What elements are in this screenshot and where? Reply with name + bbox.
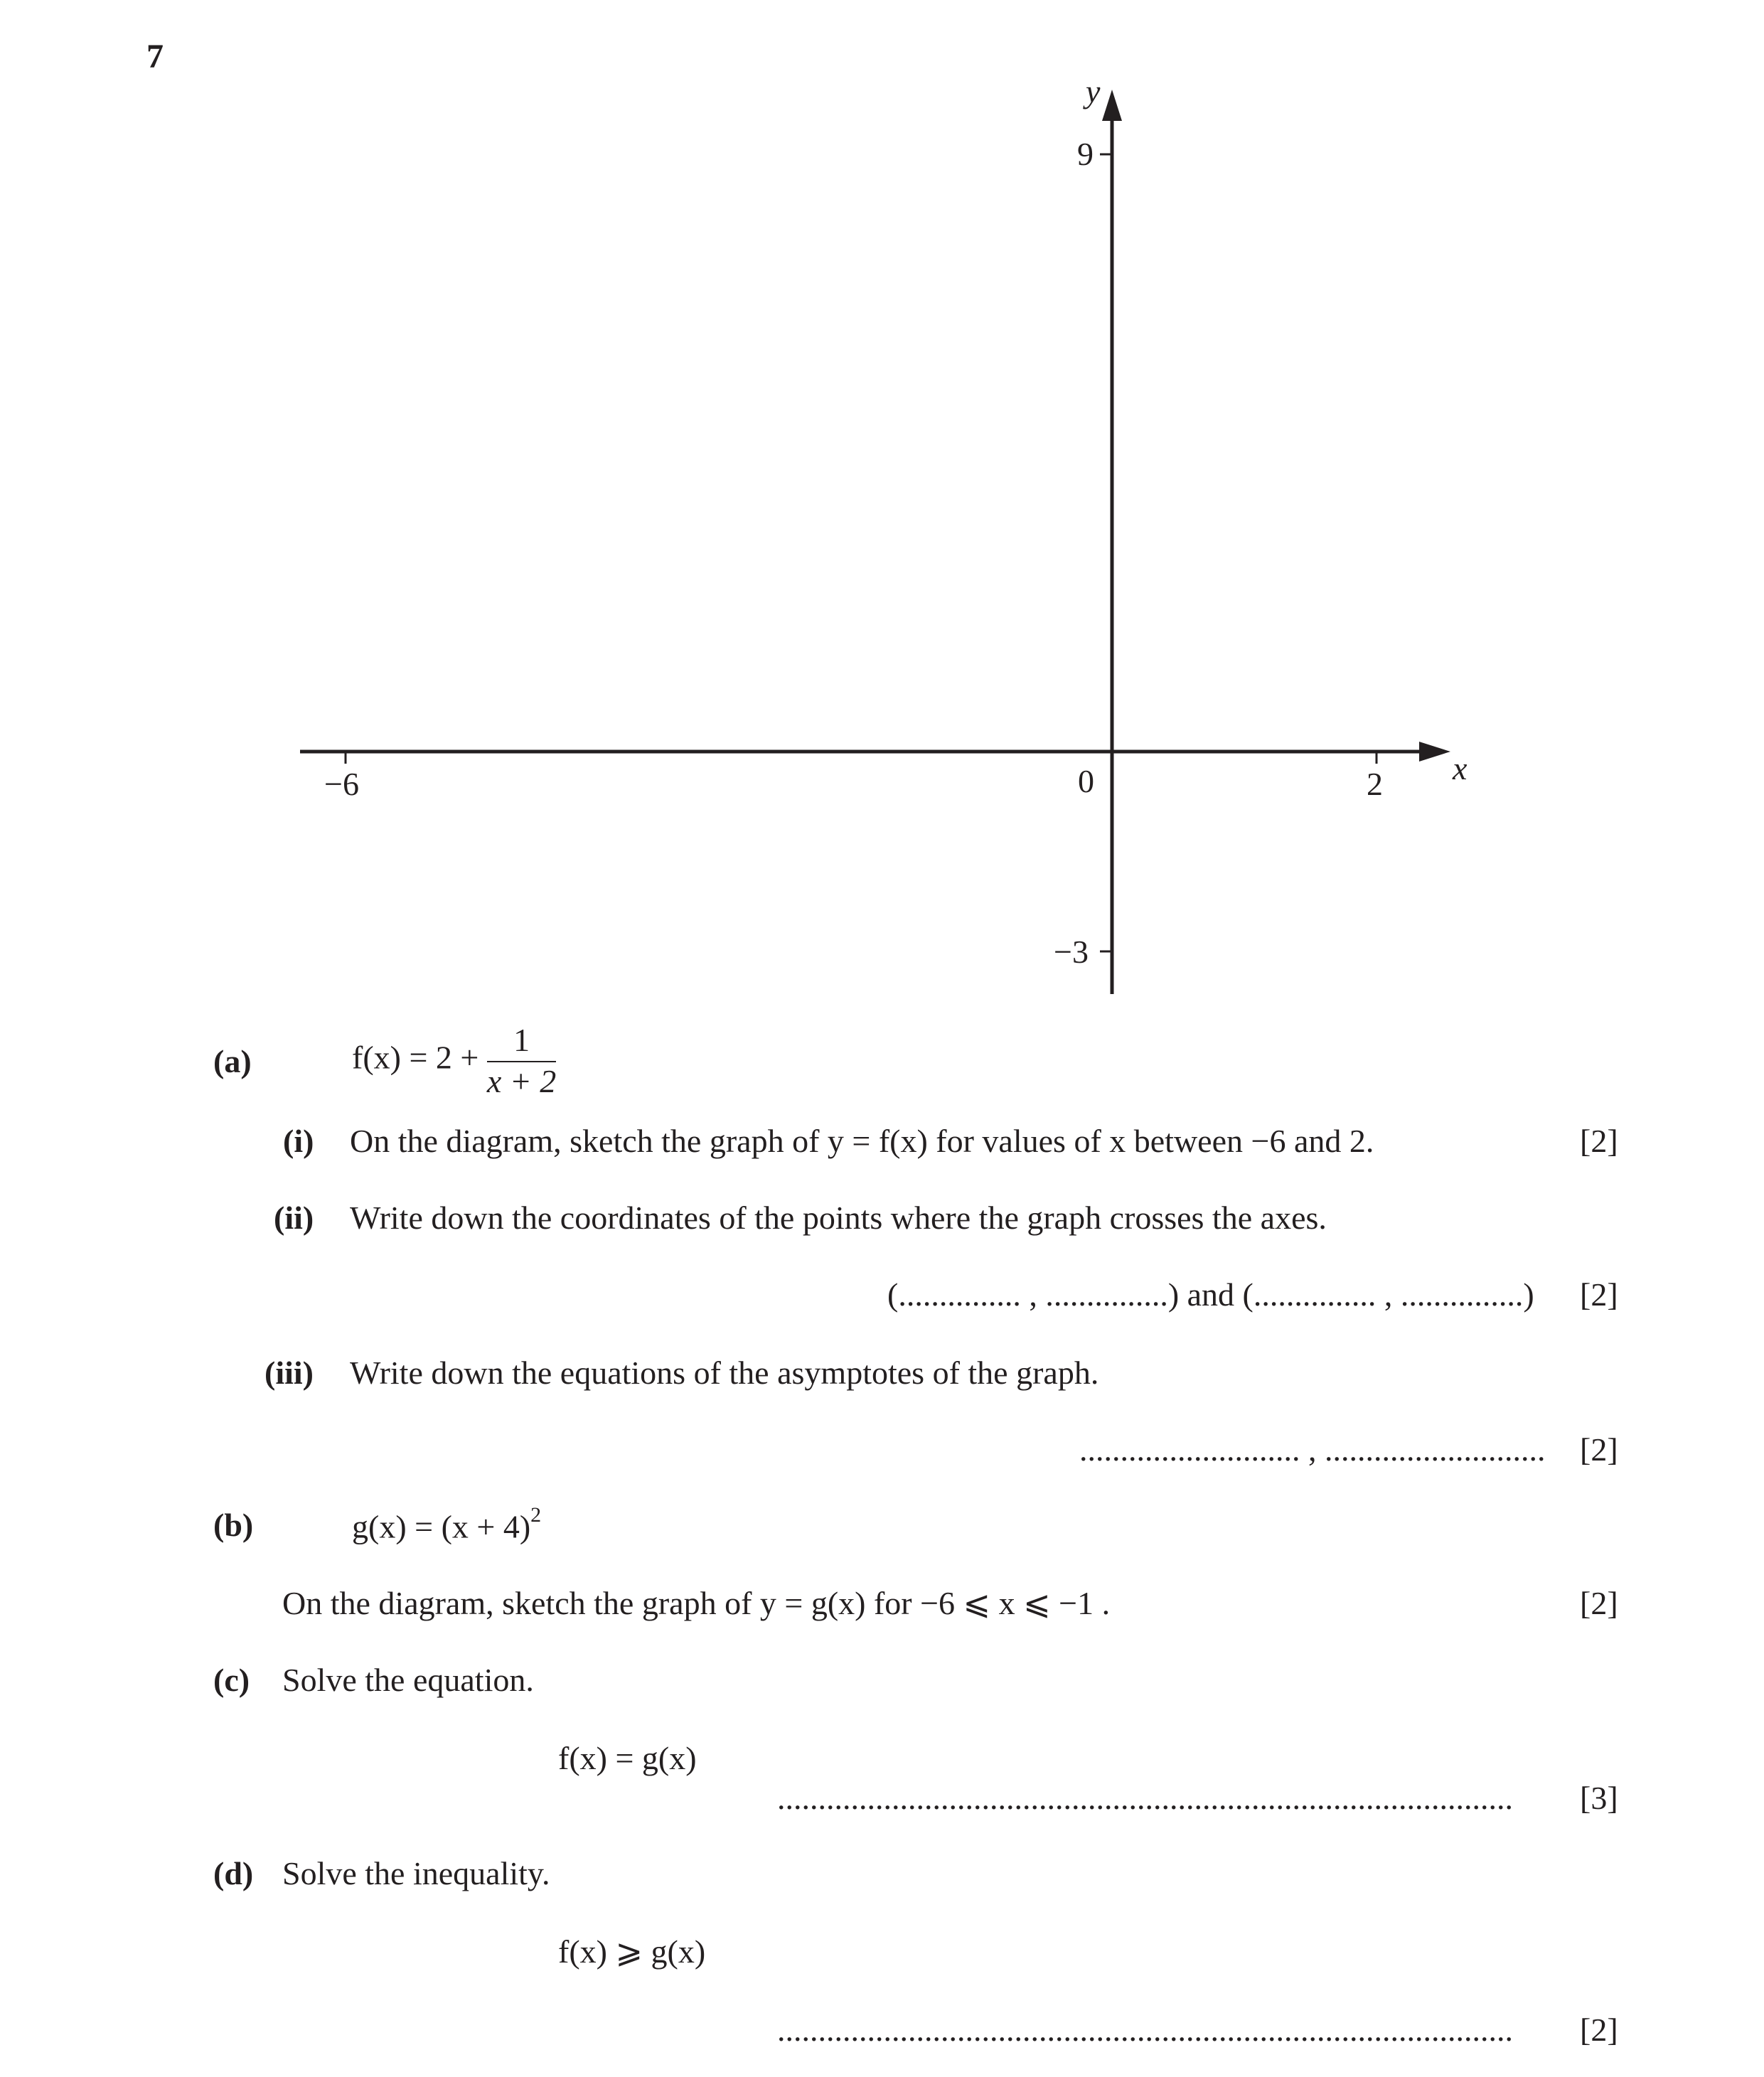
part-b-label: (b) <box>213 1507 254 1543</box>
part-a-i-text: On the diagram, sketch the graph of y = f(x) for values of x between −6 and 2. <box>350 1123 1374 1159</box>
part-c-label: (c) <box>213 1662 250 1698</box>
x-tick-label-neg6: −6 <box>324 766 359 802</box>
part-a-iii-answer-line[interactable]: ........................... , ........................... <box>1079 1431 1546 1468</box>
part-a-iii-text: Write down the equations of the asymptotes of the graph. <box>350 1355 1099 1391</box>
part-a-i-label: (i) <box>283 1123 314 1159</box>
y-axis-label: y <box>1086 73 1101 110</box>
y-tick-label-9: 9 <box>1077 136 1094 172</box>
y-axis-arrowhead <box>1102 90 1122 121</box>
part-c-answer-line[interactable]: .......................................................................................... <box>777 1780 1513 1816</box>
part-c-equation: f(x) = g(x) <box>558 1740 697 1776</box>
f-fraction <box>487 1024 556 1098</box>
part-d-answer-line[interactable]: .......................................................................................... <box>777 2012 1513 2048</box>
graph-diagram[interactable] <box>0 0 1764 1010</box>
part-a-ii-answer-line[interactable]: (............... , ...............) and (............... , ...............) <box>887 1276 1534 1313</box>
part-a-i-marks: [2] <box>1580 1123 1618 1159</box>
part-a-iii-marks: [2] <box>1580 1431 1618 1468</box>
x-axis-label: x <box>1453 750 1468 786</box>
part-d-label: (d) <box>213 1855 254 1891</box>
part-a-iii-label: (iii) <box>264 1355 314 1391</box>
f-numerator: 1 <box>487 1024 556 1062</box>
x-axis-arrowhead <box>1419 742 1450 762</box>
part-c-text: Solve the equation. <box>282 1662 534 1698</box>
part-a-ii-text: Write down the coordinates of the points where the graph crosses the axes. <box>350 1200 1327 1236</box>
part-d-marks: [2] <box>1580 2012 1618 2048</box>
origin-label: 0 <box>1078 763 1094 799</box>
x-tick-label-2: 2 <box>1367 766 1383 802</box>
question-number: 7 <box>146 38 164 75</box>
part-d-text: Solve the inequality. <box>282 1855 550 1891</box>
g-exponent: 2 <box>530 1503 542 1527</box>
part-b-text: On the diagram, sketch the graph of y = g(x) for −6 ⩽ x ⩽ −1 . <box>282 1585 1111 1621</box>
part-a-label: (a) <box>213 1043 252 1079</box>
f-definition <box>352 1024 556 1098</box>
f-lhs: f(x) = 2 + <box>352 1039 479 1076</box>
part-a-ii-label: (ii) <box>274 1200 314 1236</box>
part-a-ii-marks: [2] <box>1580 1276 1618 1313</box>
y-tick-label-neg3: −3 <box>1054 934 1089 970</box>
part-d-inequality: f(x) ⩾ g(x) <box>558 1933 706 1970</box>
part-b-marks: [2] <box>1580 1585 1618 1621</box>
f-denominator: x + 2 <box>486 1063 557 1099</box>
g-def-text: g(x) = (x + 4) <box>352 1508 531 1545</box>
g-definition <box>352 1503 542 1545</box>
part-c-marks: [3] <box>1580 1780 1618 1816</box>
